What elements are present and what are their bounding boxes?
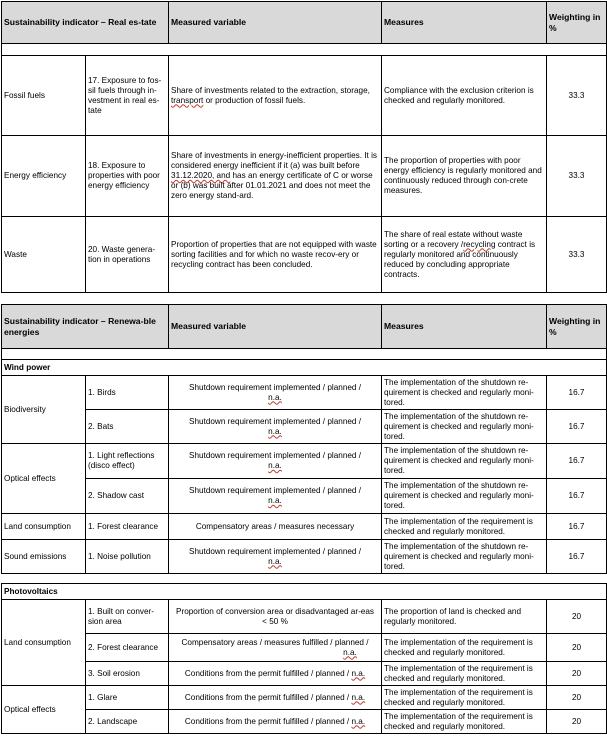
variable-cell [169,710,382,734]
table-row [2,686,607,710]
table-row [2,600,607,634]
weighting-cell: 16.7 [547,514,607,540]
header-indicator: Sustainability indicator – Real es-tate [2,2,169,44]
measures-cell: The proportion of land is checked and regularly monitored. [382,600,547,634]
table-row [2,444,607,479]
category-cell: Optical effects [2,686,86,734]
table-row [2,540,607,574]
table-row [2,710,607,734]
variable-flagged-word: 31.12.2020, and [171,171,231,180]
weighting-cell: 16.7 [547,410,607,444]
variable-cell [169,479,382,514]
variable-cell [169,376,382,410]
measures-cell: The implementation of the shutdown re-quirement is checked and regularly moni-tored. [382,479,547,514]
measures-flagged-word: recycling [463,239,496,249]
measures-cell: The implementation of the requirement is checked and regularly monitored. [382,686,547,710]
variable-cell [169,410,382,444]
measures-cell: Compliance with the exclusion criterion is checked and regularly monitored. [382,56,547,136]
table-row [2,514,607,540]
variable-text: Conditions from the permit fulfilled / planned / [184,716,350,726]
measures-cell [382,217,547,293]
category-cell: Land consumption [2,514,86,540]
variable-text: Share of investments related to the extraction, storage, [171,85,370,95]
section-title-wind: Wind power [2,360,607,376]
spacer-row [2,574,607,584]
indicator-cell: 1. Light reflections (disco effect) [86,444,169,479]
table-row [2,479,607,514]
weighting-cell: 16.7 [547,444,607,479]
category-cell: Energy efficiency [2,136,86,217]
variable-cell [169,600,382,634]
measures-cell: The proportion of properties with poor energy efficiency is regularly monitored and continuously reduced through con-crete measures. [382,136,547,217]
spacer-row [2,349,607,360]
table-row [2,56,607,136]
spacer-cell [2,349,607,360]
indicator-cell: 2. Landscape [86,710,169,734]
weighting-cell: 20 [547,662,607,686]
header-weighting: Weighting in % [547,305,607,349]
variable-flagged-word: n.a. [268,556,282,566]
variable-cell [169,634,382,662]
variable-flagged-word: n.a. [268,461,282,470]
indicator-cell: 1. Birds [86,376,169,410]
measures-text: The share of real estate without waste sorting or a recovery / [384,229,523,249]
measures-cell: The implementation of the requirement is checked and regularly monitored. [382,710,547,734]
table-row [2,410,607,444]
weighting-cell: 33.3 [547,56,607,136]
weighting-cell: 20 [547,634,607,662]
measures-cell: The implementation of the requirement is checked and regularly monitored. [382,634,547,662]
weighting-cell: 16.7 [547,376,607,410]
variable-threshold: < 50 % [262,616,288,626]
variable-text: Proportion of conversion area or disadvantaged ar-eas [176,606,374,616]
table-row [2,217,607,293]
section-row [2,360,607,376]
variable-flagged-word: n.a. [268,426,282,436]
category-cell: Sound emissions [2,540,86,574]
variable-text: Shutdown requirement implemented / planned / [188,416,362,426]
indicator-cell: 20. Waste genera-tion in operations [86,217,169,293]
indicator-cell: 3. Soil erosion [86,662,169,686]
measures-cell: The implementation of the shutdown re-quirement is checked and regularly moni-tored. [382,410,547,444]
category-cell: Fossil fuels [2,56,86,136]
weighting-cell: 33.3 [547,217,607,293]
indicator-cell: 1. Glare [86,686,169,710]
header-variable: Measured variable [169,2,382,44]
variable-flagged-word: n.a. [351,716,366,726]
measures-cell: The implementation of the requirement is checked and regularly monitored. [382,662,547,686]
variable-cell [169,662,382,686]
variable-cell [169,56,382,136]
table-row [2,376,607,410]
header-weighting: Weighting in % [547,2,607,44]
weighting-cell: 20 [547,710,607,734]
indicator-cell: 2. Forest clearance [86,634,169,662]
header-measures: Measures [382,305,547,349]
variable-flagged-word: transport [171,95,204,105]
renewable-energies-table [1,304,607,734]
variable-text: Conditions from the permit fulfilled / planned / [184,668,350,678]
table-row [2,662,607,686]
variable-cell [169,686,382,710]
variable-cell [169,444,382,479]
variable-text: Shutdown requirement implemented / planned / [188,451,362,460]
variable-text: Conditions from the permit fulfilled / planned / [184,692,350,702]
variable-text: Shutdown requirement implemented / planned / [188,486,362,495]
weighting-cell: 16.7 [547,479,607,514]
variable-cell [169,540,382,574]
variable-text: Shutdown requirement implemented / planned / [188,546,362,556]
measures-cell: The implementation of the shutdown re-quirement is checked and regularly moni-tored. [382,376,547,410]
variable-flagged-word: n.a. [351,668,366,678]
table-row [2,634,607,662]
weighting-cell: 20 [547,600,607,634]
variable-text-end: or production of fossil fuels. [203,95,306,105]
measures-cell: The implementation of the shutdown re-quirement is checked and regularly moni-tored. [382,540,547,574]
indicator-cell: 1. Built on conver-sion area [86,600,169,634]
variable-text: Share of investments in energy-inefficient properties. It is considered energy inefficient if it (a) was built before [171,151,378,170]
variable-flagged-word: n.a. [268,496,282,505]
weighting-cell: 33.3 [547,136,607,217]
variable-text-end: has an energy certificate of C or worse or (b) was built after 01.01.2021 and does not meet the zero energy stand-ard. [171,171,373,200]
category-cell: Biodiversity [2,376,86,444]
section-title-pv: Photovoltaics [2,584,607,600]
real-estate-table [1,1,607,293]
category-cell: Land consumption [2,600,86,686]
indicator-cell: 17. Exposure to fos-sil fuels through in-vestment in real es-tate [86,56,169,136]
variable-cell: Compensatory areas / measures necessary [169,514,382,540]
table-row [2,136,607,217]
spacer-cell [2,574,607,584]
variable-flagged-word: n.a. [268,392,282,402]
weighting-cell: 20 [547,686,607,710]
header-indicator: Sustainability indicator – Renewa-ble energies [2,305,169,349]
variable-text: Compensatory areas / measures fulfilled / planned / [181,637,369,647]
variable-text: Shutdown requirement implemented / planned / [188,382,362,392]
indicator-cell: 1. Forest clearance [86,514,169,540]
real-estate-header-row [2,2,607,44]
section-row [2,584,607,600]
measures-cell: The implementation of the shutdown re-quirement is checked and regularly moni-tored. [382,444,547,479]
category-cell: Waste [2,217,86,293]
header-measures: Measures [382,2,547,44]
spacer-row [2,44,607,56]
indicator-cell: 2. Bats [86,410,169,444]
indicator-cell: 2. Shadow cast [86,479,169,514]
measures-text-end: contract is regularly monitored and continuously reduced by concluding appropriate contracts. [384,239,536,279]
variable-cell [169,136,382,217]
renewable-header-row [2,305,607,349]
indicator-cell: 1. Noise pollution [86,540,169,574]
weighting-cell: 16.7 [547,540,607,574]
header-variable: Measured variable [169,305,382,349]
spacer-cell [2,44,607,56]
variable-flagged-word: n.a. [343,647,357,657]
indicator-cell: 18. Exposure to properties with poor energy efficiency [86,136,169,217]
measures-cell: The implementation of the requirement is checked and regularly monitored. [382,514,547,540]
variable-cell: Proportion of properties that are not equipped with waste sorting facilities and for which no waste recov-ery or recycling contract has been concluded. [169,217,382,293]
category-cell: Optical effects [2,444,86,514]
variable-flagged-word: n.a. [351,692,366,702]
